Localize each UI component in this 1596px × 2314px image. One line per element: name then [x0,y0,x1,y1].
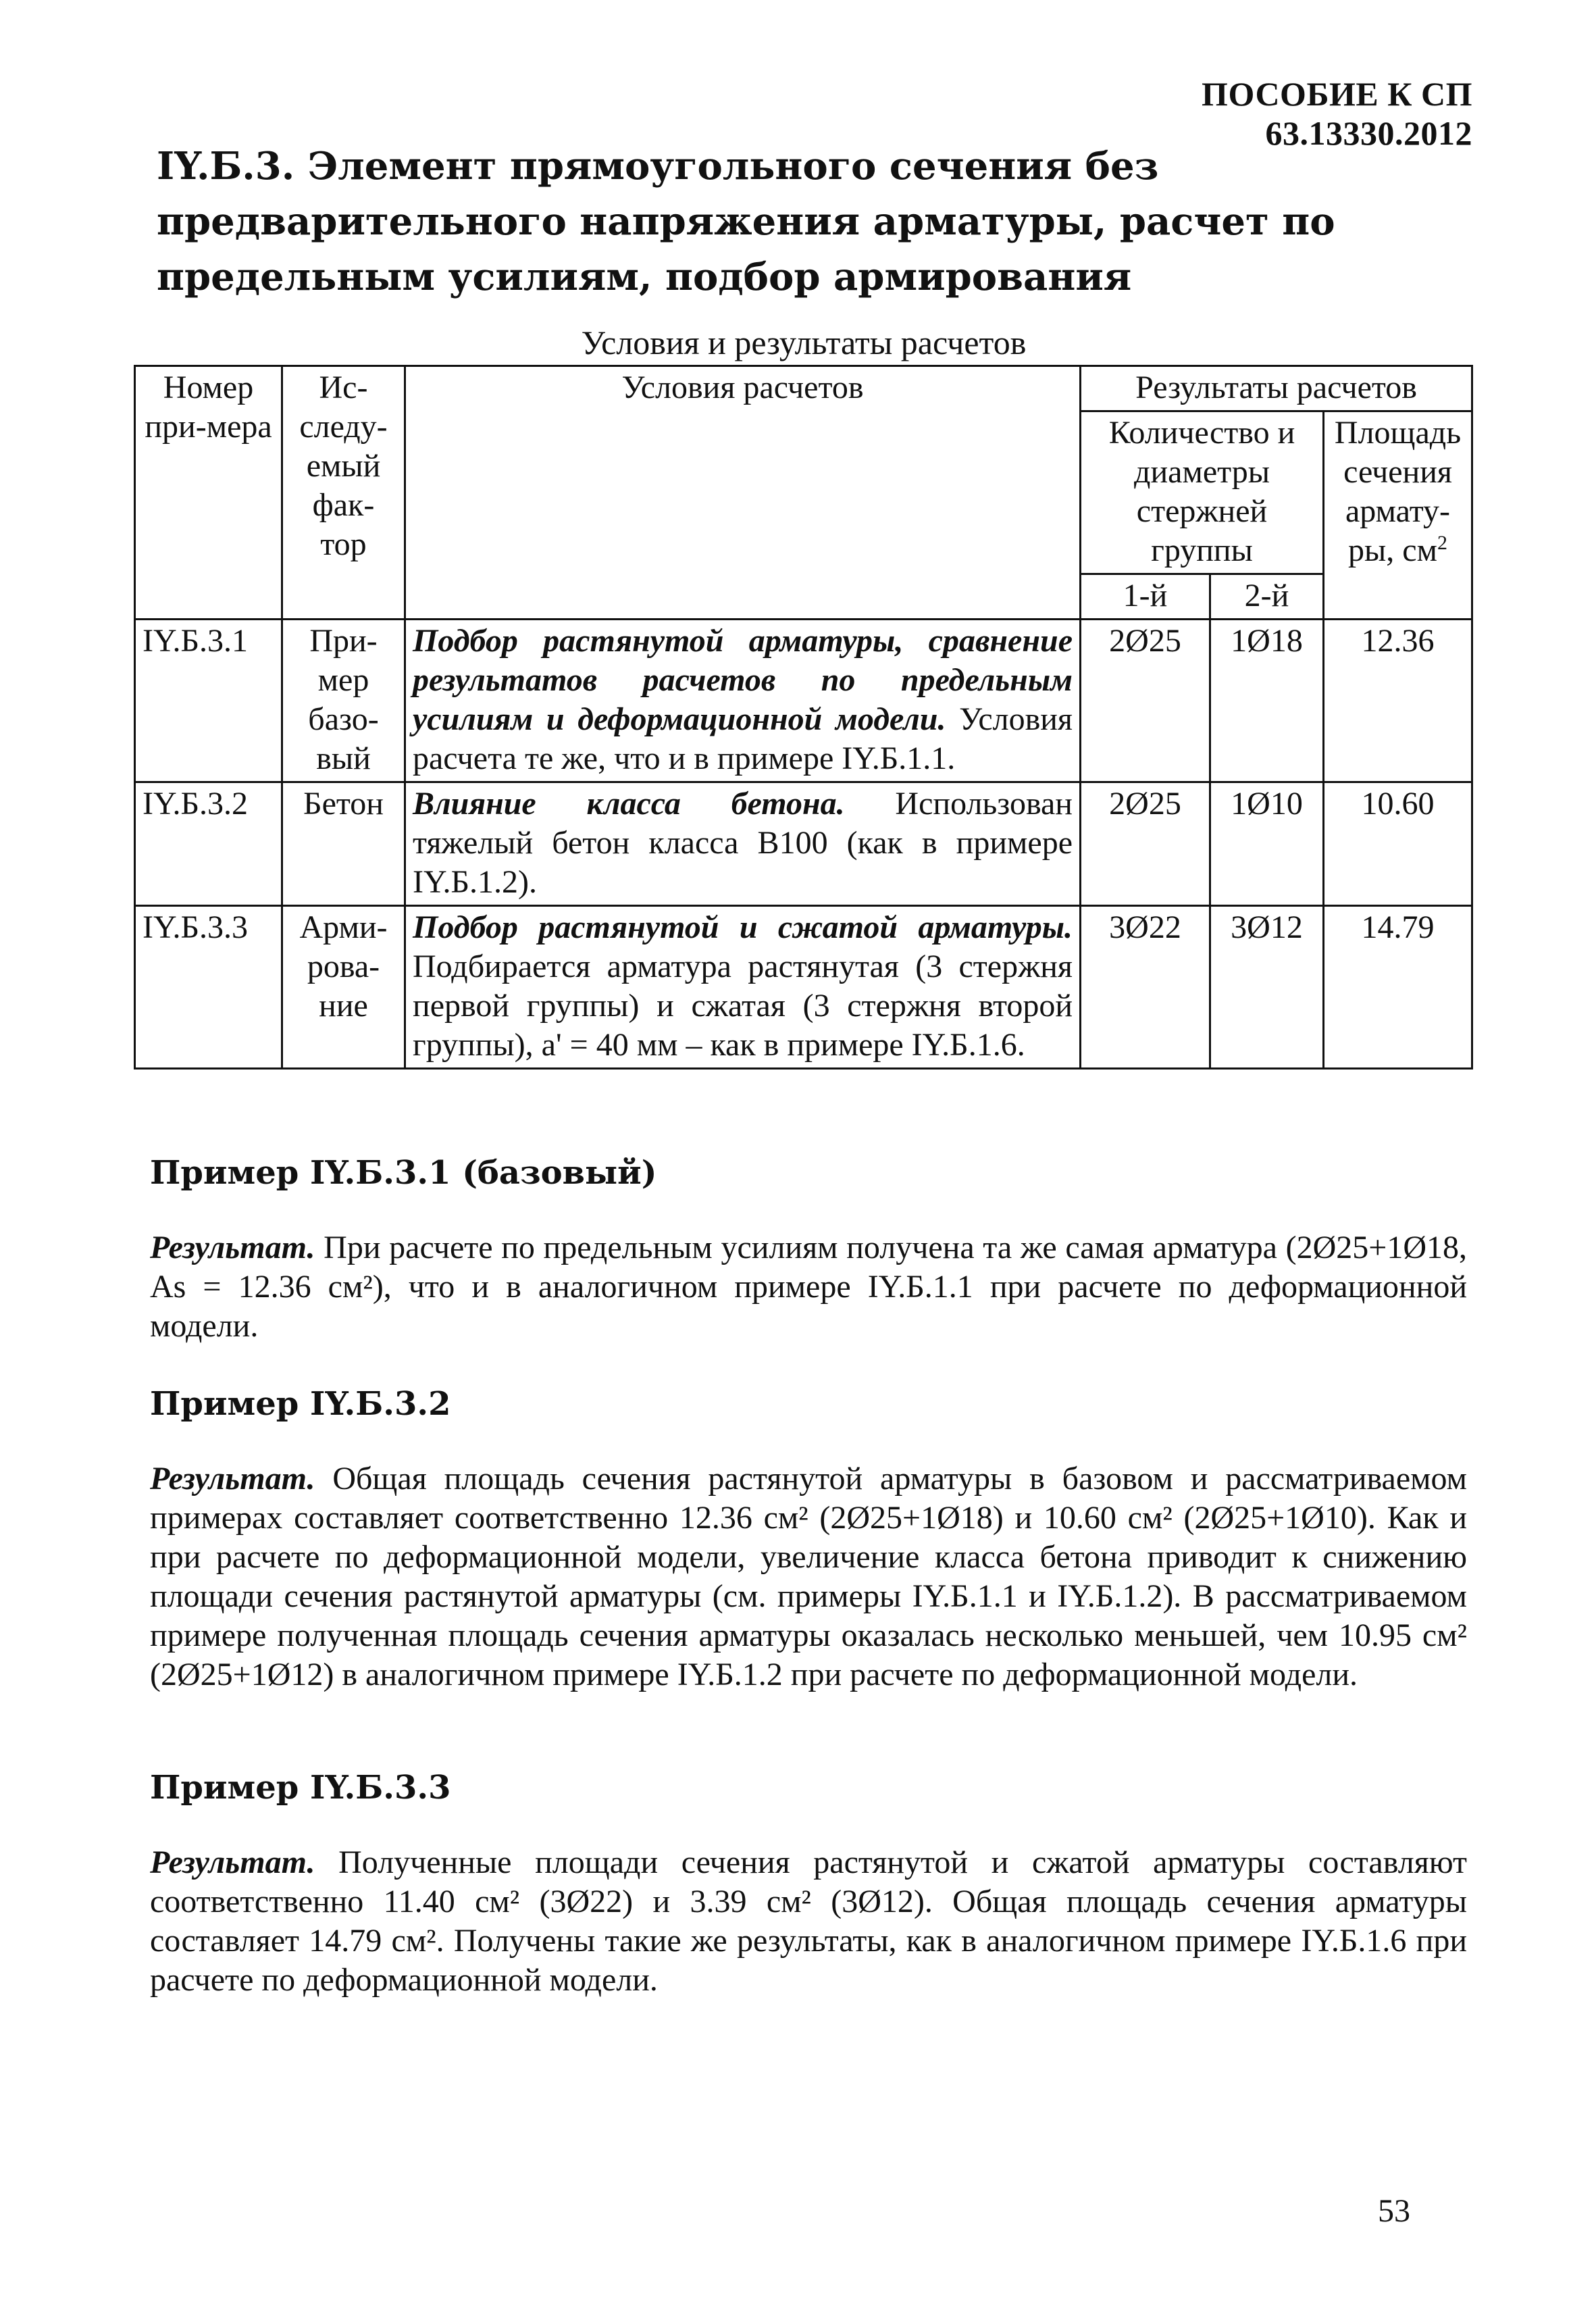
row-conditions-text: Условия расчета те же, что и в примере IY.Б.1.1. [413,701,1073,776]
row-area: 10.60 [1324,782,1472,906]
row-group2: 3Ø12 [1210,906,1324,1069]
row-area: 12.36 [1324,620,1472,782]
row-number: IY.Б.3.2 [135,782,282,906]
example-heading: Пример IY.Б.3.1 (базовый) [150,1154,657,1192]
header-bars: Количество и диаметры стержней группы [1081,411,1324,574]
example-paragraph [150,1228,1467,1346]
row-conditions-text: Подбирается арматура растянутая (3 стержня первой группы) и сжатая (3 стержня второй группы), a' = 40 мм – как в примере IY.Б.1.6. [413,949,1073,1063]
example-heading: Пример IY.Б.3.3 [150,1769,451,1807]
table-row [135,906,1472,1069]
table-row [135,620,1472,782]
row-conditions-bold: Влияние класса бетона. [413,786,845,822]
results-table [134,365,1473,1070]
header-area-sup: 2 [1437,532,1447,554]
table-row [135,782,1472,906]
row-conditions-text: Использован тяжелый бетон класса В100 (как в примере IY.Б.1.2). [413,786,1073,900]
header-conditions: Условия расчетов [405,366,1081,620]
example-lead: Результат. [150,1844,315,1880]
row-number: IY.Б.3.3 [135,906,282,1069]
header-group1: 1-й [1081,574,1210,620]
example-heading: Пример IY.Б.3.2 [150,1385,451,1423]
example-text: Полученные площади сечения растянутой и сжатой арматуры составляют соответственно 11.40 см² (3Ø22) и 3.39 см² (3Ø12). Общая площадь сечения арматуры составляет 14.79 см². Получены такие же результаты, как в аналогичном примере IY.Б.1.6 при расчете по деформационной модели. [150,1844,1467,1998]
row-conditions [405,906,1081,1069]
header-area [1324,411,1472,620]
row-number: IY.Б.3.1 [135,620,282,782]
example-text: Общая площадь сечения растянутой арматуры в базовом и рассматриваемом примерах составляет соответственно 12.36 см² (2Ø25+1Ø18) и 10.60 см² (2Ø25+1Ø10). Как и при расчете по деформационной модели, увеличение класса бетона приводит к снижению площади сечения растянутой арматуры (см. примеры IY.Б.1.1 и IY.Б.1.2). В рассматриваемом примере полученная площадь сечения арматуры оказалась несколько меньшей, чем 10.95 см² (2Ø25+1Ø12) в аналогичном примере IY.Б.1.2 при расчете по деформационной модели. [150,1461,1467,1692]
row-conditions [405,620,1081,782]
running-header: ПОСОБИЕ К СП 63.13330.2012 [1202,75,1472,152]
row-area: 14.79 [1324,906,1472,1069]
row-conditions-bold: Подбор растянутой и сжатой арматуры. [413,909,1073,945]
table-caption: Условия и результаты расчетов [581,324,1027,361]
row-factor: Бетон [282,782,405,906]
header-factor: Ис-следу-емый фак-тор [282,366,405,620]
row-group1: 2Ø25 [1081,782,1210,906]
section-title: IY.Б.3. Элемент прямоугольного сечения без предварительного напряжения арматуры, расчет по предельным усилиям, подбор армирования [157,144,1335,299]
header-results: Результаты расчетов [1081,366,1472,411]
example-paragraph [150,1843,1467,2000]
row-group2: 1Ø18 [1210,620,1324,782]
header-group2: 2-й [1210,574,1324,620]
row-conditions [405,782,1081,906]
example-text: При расчете по предельным усилиям получена та же самая арматура (2Ø25+1Ø18, As = 12.36 см²), что и в аналогичном примере IY.Б.1.1 при расчете по деформационной модели. [150,1230,1467,1344]
header-area-label: Площадь сечения армату-ры, см [1334,415,1462,568]
example-lead: Результат. [150,1230,315,1265]
example-lead: Результат. [150,1461,315,1496]
table-header-row [135,366,1472,411]
example-paragraph [150,1459,1467,1694]
row-factor: Арми-рова-ние [282,906,405,1069]
row-conditions-bold: Подбор растянутой арматуры, сравнение результатов расчетов по предельным усилиям и деформационной модели. [413,623,1073,737]
page-number: 53 [1378,2193,1410,2229]
header-number: Номер при-мера [135,366,282,620]
row-group2: 1Ø10 [1210,782,1324,906]
row-group1: 3Ø22 [1081,906,1210,1069]
row-group1: 2Ø25 [1081,620,1210,782]
row-factor: При-мер базо-вый [282,620,405,782]
